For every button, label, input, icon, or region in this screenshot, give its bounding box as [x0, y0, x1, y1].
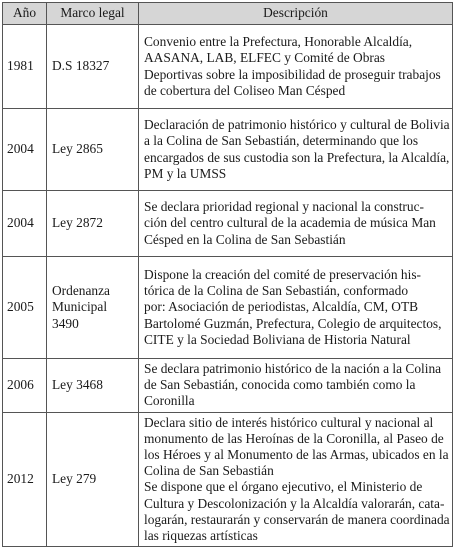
row-descripcion — [139, 191, 453, 257]
descripcion-line: Dispone la creación del comité de preservación his- — [144, 266, 421, 282]
descripcion-line: los Héroes y al Monumento de las Armas, ubicados en la — [144, 447, 449, 463]
header-descripcion: Descripción — [139, 3, 453, 25]
marco-line: Ley 3468 — [52, 377, 103, 393]
row-marco-legal — [47, 359, 139, 413]
descripcion-line: Deportivas sobre la imposibilidad de proseguir trabajos — [144, 66, 441, 82]
row-marco-legal — [47, 191, 139, 257]
descripcion-line: a la Colina de San Sebastián, determinando que los — [144, 133, 419, 149]
marco-line: Ley 2865 — [52, 141, 103, 157]
descripcion-line: logarán, restaurarán y conservarán de manera coordinada — [144, 511, 450, 527]
descripcion-line: de cobertura del Coliseo Man Césped — [144, 82, 346, 98]
table-row — [3, 191, 453, 257]
row-year: 1981 — [3, 25, 47, 109]
descripcion-line: por: Asociación de periodistas, Alcaldía, CM, OTB — [144, 299, 419, 315]
document-page — [2, 2, 452, 547]
descripcion-line: Bartolomé Guzmán, Prefectura, Colegio de arquitectos, — [144, 315, 442, 331]
descripcion-line: CITE y la Sociedad Boliviana de Historia Natural — [144, 331, 411, 347]
row-descripcion — [139, 257, 453, 359]
row-year: 2005 — [3, 257, 47, 359]
marco-line: D.S 18327 — [52, 58, 110, 74]
descripcion-line: Césped en la Colina de San Sebastián — [144, 231, 346, 247]
header-marco-legal: Marco legal — [47, 3, 139, 25]
descripcion-line: AASANA, LAB, ELFEC y Comité de Obras — [144, 50, 386, 66]
descripcion-line: Cultura y Descolonización y la Alcaldía valorarán, cata- — [144, 495, 445, 511]
descripcion-line: tórica de la Colina de San Sebastián, conformado — [144, 283, 409, 299]
descripcion-line: Se declara prioridad regional y nacional la construc- — [144, 199, 424, 215]
marco-line: Ley 2872 — [52, 215, 103, 231]
marco-line: Ley 279 — [52, 471, 97, 487]
row-descripcion — [139, 109, 453, 191]
table-row — [3, 25, 453, 109]
descripcion-line: Se dispone que el órgano ejecutivo, el Ministerio de — [144, 479, 423, 495]
marco-line: Ordenanza — [52, 283, 110, 299]
marco-line: 3490 — [52, 315, 79, 331]
marco-line: Municipal — [52, 299, 108, 315]
descripcion-line: monumento de las Heroínas de la Coronilla, al Paseo de — [144, 430, 444, 446]
row-year: 2012 — [3, 412, 47, 547]
descripcion-line: Coronilla — [144, 393, 195, 409]
descripcion-line: Convenio entre la Prefectura, Honorable Alcaldía, — [144, 34, 413, 50]
row-marco-legal — [47, 257, 139, 359]
row-year: 2006 — [3, 359, 47, 413]
row-descripcion — [139, 412, 453, 547]
descripcion-line: Colina de San Sebastián — [144, 463, 274, 479]
table-row — [3, 412, 453, 547]
row-year: 2004 — [3, 191, 47, 257]
legal-framework-table — [2, 2, 453, 547]
descripcion-line: Declaración de patrimonio histórico y cultural de Bolivia — [144, 117, 450, 133]
row-descripcion — [139, 25, 453, 109]
row-descripcion — [139, 359, 453, 413]
descripcion-line: PM y la UMSS — [144, 165, 227, 181]
descripcion-line: Declara sitio de interés histórico cultural y nacional al — [144, 414, 434, 430]
table-row — [3, 359, 453, 413]
header-year: Año — [3, 3, 47, 25]
table-row — [3, 109, 453, 191]
descripcion-line: encargados de sus custodia son la Prefectura, la Alcaldía, — [144, 149, 450, 165]
descripcion-line: ción del centro cultural de la academia de música Man — [144, 215, 436, 231]
table-row — [3, 257, 453, 359]
row-marco-legal — [47, 412, 139, 547]
descripcion-line: Se declara patrimonio histórico de la nación a la Colina — [144, 361, 442, 376]
table-header-row — [3, 3, 453, 25]
descripcion-line: de San Sebastián, conocida como también como la — [144, 377, 416, 393]
descripcion-line: las riquezas artísticas — [144, 528, 258, 544]
row-year: 2004 — [3, 109, 47, 191]
row-marco-legal — [47, 25, 139, 109]
row-marco-legal — [47, 109, 139, 191]
